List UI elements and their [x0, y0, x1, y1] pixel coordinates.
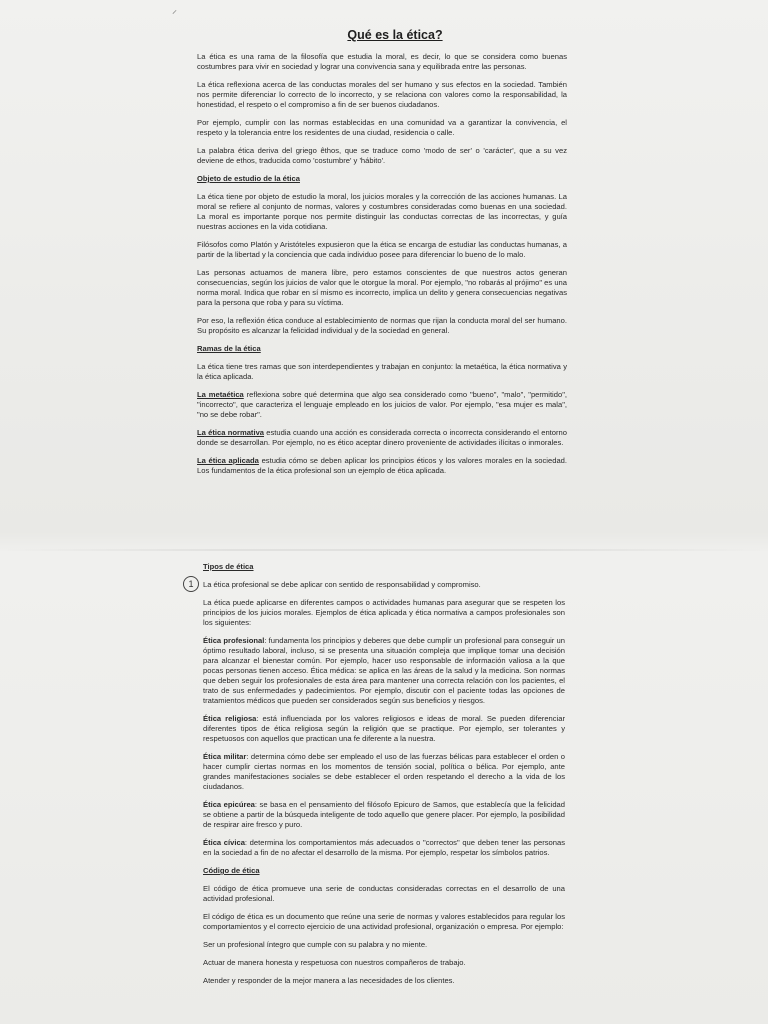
tipo-item	[203, 636, 565, 706]
tipo-text: : se basa en el pensamiento del filósofo Epicuro de Samos, que establecía que la felicidad se obtiene a partir de la búsqueda inteligente de todo aquello que genere placer. Por ejemplo, la posibilidad de respirar aire fresco y puro.	[203, 800, 565, 829]
objeto-paragraph-1: La ética tiene por objeto de estudio la moral, los juicios morales y la corrección de las acciones humanas. La moral se refiere al conjunto de normas, valores y costumbres consideradas como buenas en una sociedad. La moral es importante porque nos permite distinguir las conductas correctas de las incorrectas, y guía nuestras acciones en la vida cotidiana.	[197, 192, 567, 231]
page-fold	[0, 549, 768, 551]
codigo-paragraph-5: Atender y responder de la mejor manera a las necesidades de los clientes.	[203, 976, 455, 985]
rama-text: reflexiona sobre qué determina que algo sea considerado como "bueno", "malo", "permitido", "incorrecto", que caracteriza el lenguaje empleado en los juicios de valor. Por ejemplo, "esa mujer es mala", "no se debe robar".	[197, 390, 567, 419]
intro-paragraph-4: La palabra ética deriva del griego êthos, que se traduce como 'modo de ser' o 'carácter', que a su vez deviene de ethos, traducida como 'costumbre' y 'hábito'.	[197, 146, 567, 165]
tipos-line-1: La ética profesional se debe aplicar con sentido de responsabilidad y compromiso.	[203, 580, 481, 589]
circled-number-annotation: 1	[183, 576, 199, 592]
tipo-text: : determina los comportamientos más adecuados o "correctos" que deben tener las personas en la sociedad a fin de no afectar el desarrollo de la misma. Por ejemplo, respetar los símbolos patrios.	[203, 838, 565, 857]
tipo-term: Ética profesional	[203, 636, 265, 645]
tipo-text: : fundamenta los principios y deberes que debe cumplir un profesional para conseguir un óptimo resultado laboral, incluso, si se presenta una situación compleja que implique tomar una decisión para alcanzar el bienestar común. Por ejemplo, hacer uso responsable de información valiosa a la que pocas personas tienen acceso. Ética médica: se aplica en las áreas de la salud y la medicina. Son normas que deben seguir los profesionales de esta área para mantener una correcta relación con los pacientes, el trato de sus enfermedades y padecimientos. Por ejemplo, discutir con el paciente todas las opciones de tratamientos médicos que pueden ser considerados según sus beneficios y riesgos.	[203, 636, 565, 705]
page-title: Qué es la ética?	[347, 28, 443, 42]
tipo-item	[203, 838, 565, 858]
page-top-section	[197, 30, 567, 484]
rama-term: La ética normativa	[197, 428, 265, 437]
tipos-heading: Tipos de ética	[203, 562, 254, 571]
tipo-term: Ética militar	[203, 752, 247, 761]
rama-item	[197, 456, 567, 476]
tipo-term: Ética epicúrea	[203, 800, 255, 809]
ramas-heading: Ramas de la ética	[197, 344, 261, 353]
rama-term: La ética aplicada	[197, 456, 259, 465]
intro-paragraph-2: La ética reflexiona acerca de las conductas morales del ser humano y sus efectos en la sociedad. También nos permite diferenciar lo correcto de lo incorrecto, y se relaciona con valores como la responsabilidad, la honestidad, el respeto o el compromiso a fin de ser buenos ciudadanos.	[197, 80, 567, 109]
codigo-paragraph-2: El código de ética es un documento que reúne una serie de normas y valores establecidos para regular los comportamientos y el correcto ejercicio de una actividad profesional, organización o empresa. Por ejemplo:	[203, 912, 565, 931]
objeto-paragraph-4: Por eso, la reflexión ética conduce al establecimiento de normas que rijan la conducta moral del ser humano. Su propósito es alcanzar la felicidad individual y de la sociedad en general.	[197, 316, 567, 335]
tipo-term: Ética religiosa	[203, 714, 257, 723]
rama-text: estudia cuando una acción es considerada correcta o incorrecta considerando el entorno donde se desarrollan. Por ejemplo, no es ético aceptar dinero proveniente de actividades ilícitas o inmorales.	[197, 428, 567, 447]
intro-paragraph-1: La ética es una rama de la filosofía que estudia la moral, es decir, lo que se considera como buenas costumbres para vivir en sociedad y lograr una convivencia sana y equilibrada entre las personas.	[197, 52, 567, 71]
intro-paragraph-3: Por ejemplo, cumplir con las normas establecidas en una comunidad va a garantizar la convivencia, el respeto y la tolerancia entre los residentes de una ciudad, residencia o calle.	[197, 118, 567, 137]
rama-term: La metaética	[197, 390, 244, 399]
codigo-heading: Código de ética	[203, 866, 260, 875]
objeto-heading: Objeto de estudio de la ética	[197, 174, 300, 183]
tipos-line-2: La ética puede aplicarse en diferentes campos o actividades humanas para asegurar que se respeten los principios de los juicios morales. Ejemplos de ética aplicada y ética normativa a campos profesionales son los siguientes:	[203, 598, 565, 627]
tipo-item	[203, 714, 565, 744]
page-bottom-section	[203, 562, 565, 994]
rama-item	[197, 390, 567, 420]
codigo-paragraph-1: El código de ética promueve una serie de conductas consideradas correctas en el desarrollo de una actividad profesional.	[203, 884, 565, 903]
objeto-paragraph-3: Las personas actuamos de manera libre, pero estamos conscientes de que nuestros actos generan consecuencias, según los juicios de valor que le otorgue la moral. Por ejemplo, "no robarás al prójimo" es una norma moral. Indica que robar en sí mismo es incorrecto, implica un delito y genera consecuencias negativas para la persona que roba y para su víctima.	[197, 268, 567, 307]
codigo-paragraph-4: Actuar de manera honesta y respetuosa con nuestros compañeros de trabajo.	[203, 958, 466, 967]
codigo-paragraph-3: Ser un profesional íntegro que cumple con su palabra y no miente.	[203, 940, 428, 949]
tipo-text: : determina cómo debe ser empleado el uso de las fuerzas bélicas para establecer el orden o hacer cumplir ciertas normas en los momentos de tensión social, política o bélica. Por ejemplo, ante grandes manifestaciones sociales se debe establecer el orden respetando el derecho a la vida de los ciudadanos.	[203, 752, 565, 791]
ramas-intro: La ética tiene tres ramas que son interdependientes y trabajan en conjunto: la metaética, la ética normativa y la ética aplicada.	[197, 362, 567, 381]
pen-mark: ⸝	[172, 5, 177, 16]
tipo-term: Ética cívica	[203, 838, 245, 847]
objeto-paragraph-2: Filósofos como Platón y Aristóteles expusieron que la ética se encarga de estudiar las conductas humanas, a partir de la libertad y la conciencia que cada individuo posee para diferenciar lo bueno de lo malo.	[197, 240, 567, 259]
tipo-item	[203, 752, 565, 792]
rama-item	[197, 428, 567, 448]
tipo-text: : está influenciada por los valores religiosos e ideas de moral. Se pueden diferenciar diferentes tipos de ética religiosa según la religión que se practique. Por ejemplo, ser tolerantes y respetuosos con aquellos que practican una fe diferente a la nuestra.	[203, 714, 565, 743]
rama-text: estudia cómo se deben aplicar los principios éticos y los valores morales en la sociedad. Los fundamentos de la ética profesional son un ejemplo de ética aplicada.	[197, 456, 568, 475]
tipo-item	[203, 800, 565, 830]
